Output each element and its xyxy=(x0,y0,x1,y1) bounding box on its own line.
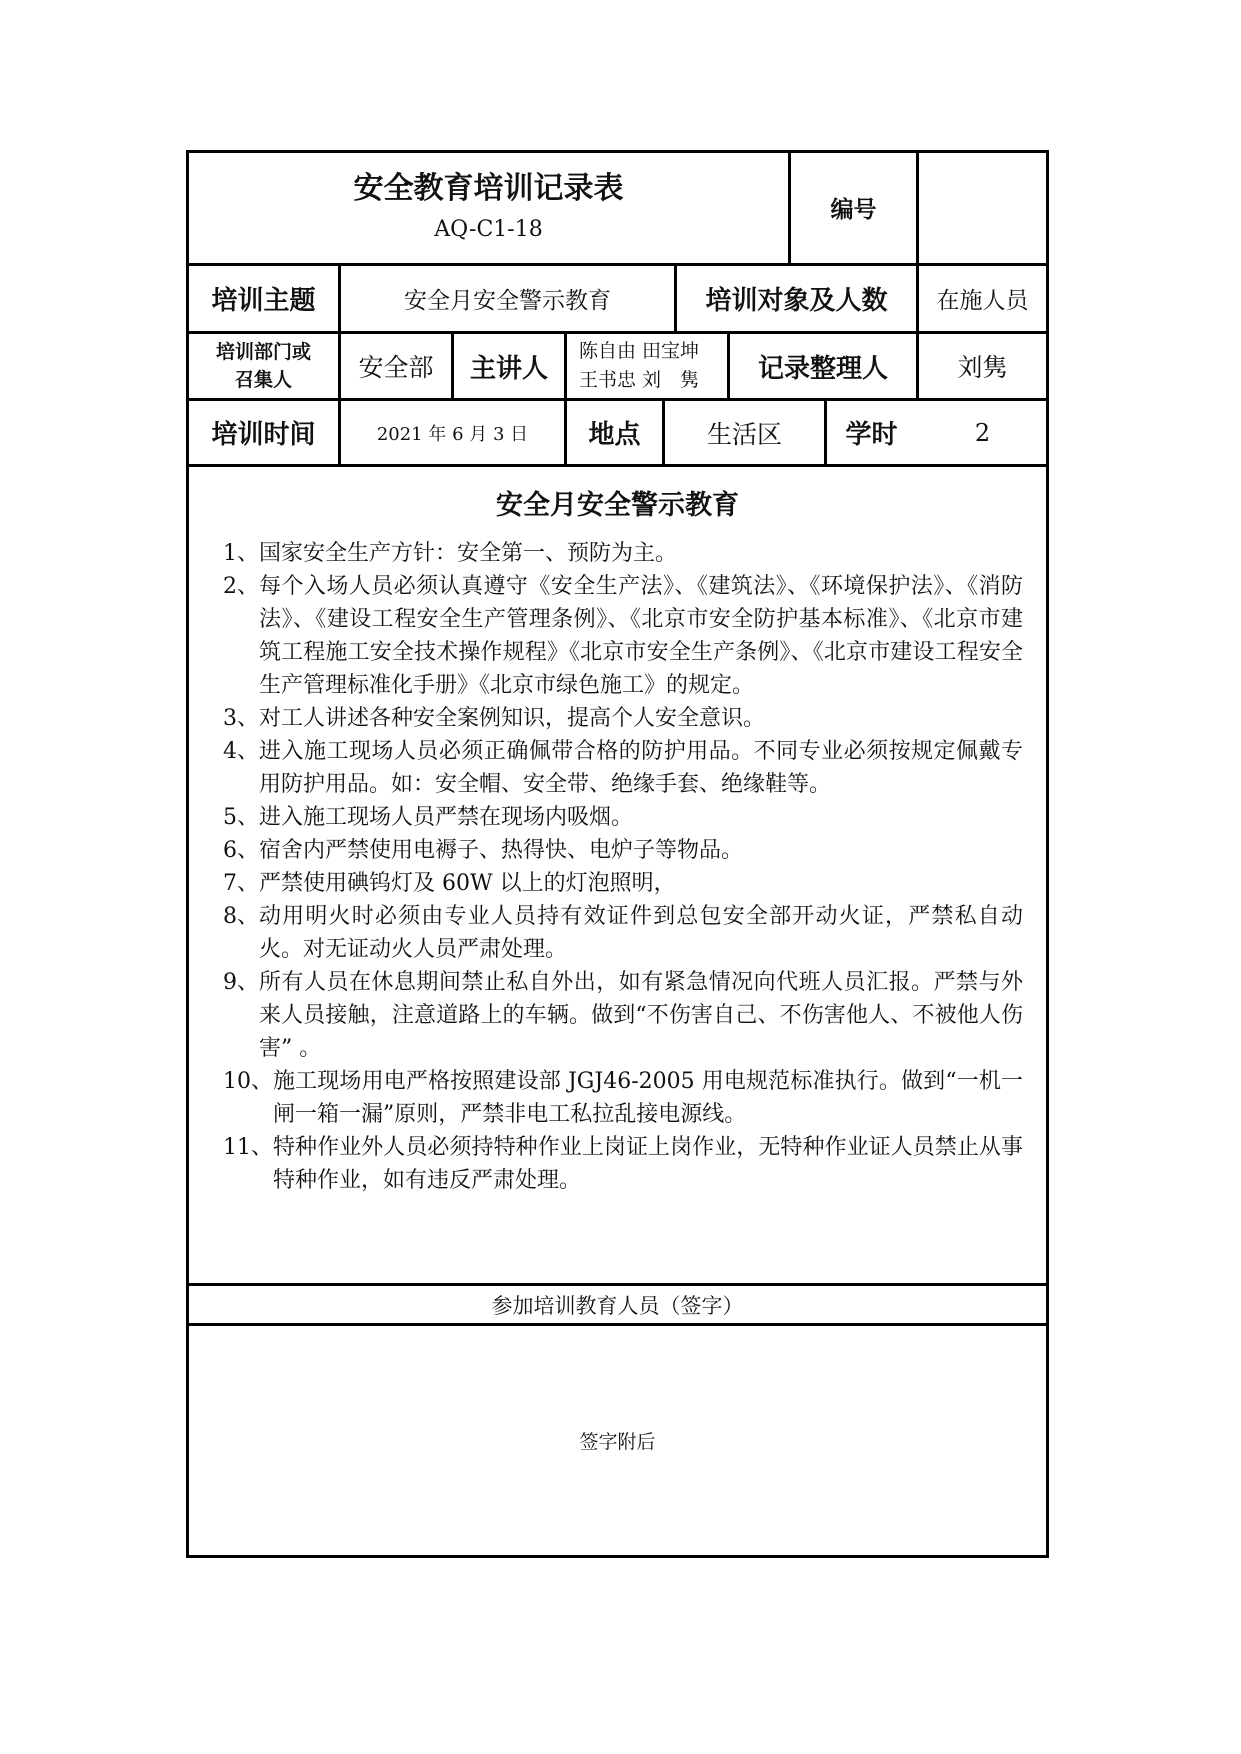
list-item-text: 所有人员在休息期间禁止私自外出，如有紧急情况向代班人员汇报。严禁与外来人员接触，注意道路上的车辆。做到“不伤害自己、不伤害他人、不被他人伤害” 。 xyxy=(259,970,1023,1061)
list-item xyxy=(223,1065,1023,1131)
content-title: 安全月安全警示教育 xyxy=(496,490,739,521)
time-label: 培训时间 xyxy=(211,420,316,450)
audience-label: 培训对象及人数 xyxy=(705,286,888,316)
number-value xyxy=(919,153,1046,263)
list-item-number: 3、 xyxy=(223,706,259,731)
place-value: 生活区 xyxy=(706,419,782,449)
form-code: AQ-C1-18 xyxy=(434,216,543,242)
number-label: 编号 xyxy=(830,196,877,223)
dept-value: 安全部 xyxy=(358,353,434,382)
list-item xyxy=(223,834,1023,867)
speaker-names xyxy=(567,334,727,398)
list-item-number: 10、 xyxy=(223,1069,273,1094)
speaker-label: 主讲人 xyxy=(469,353,548,384)
dept-label-line1: 培训部门或 xyxy=(215,341,311,363)
topic-label: 培训主题 xyxy=(211,286,316,316)
divider xyxy=(189,464,1046,467)
list-item xyxy=(223,537,1023,570)
list-item xyxy=(223,867,1023,900)
list-item-number: 7、 xyxy=(223,871,259,896)
list-item-text: 特种作业外人员必须持特种作业上岗证上岗作业，无特种作业证人员禁止从事特种作业，如有违反严肃处理。 xyxy=(273,1135,1023,1193)
dept-label-line2: 召集人 xyxy=(234,369,292,391)
dept-label xyxy=(189,334,338,398)
list-item-number: 6、 xyxy=(223,838,259,863)
list-item-number: 4、 xyxy=(223,739,259,764)
signature-note: 签字附后 xyxy=(579,1431,656,1453)
list-item-number: 5、 xyxy=(223,805,259,830)
signature-header: 参加培训教育人员（签字） xyxy=(491,1293,744,1318)
content-list xyxy=(223,537,1023,1197)
list-item-text: 每个入场人员必须认真遵守《安全生产法》、《建筑法》、《环境保护法》、《消防法》、《建设工程安全生产管理条例》、《北京市安全防护基本标准》、《北京市建筑工程施工安全技术操作规程》《北京市安全生产条例》、《北京市建设工程安全生产管理标准化手册》《北京市绿色施工》的规定。 xyxy=(259,574,1023,698)
list-item-text: 国家安全生产方针：安全第一、预防为主。 xyxy=(259,541,678,566)
list-item xyxy=(223,570,1023,702)
audience-value: 在施人员 xyxy=(936,288,1029,314)
list-item-number: 9、 xyxy=(223,970,259,995)
hours-value: 2 xyxy=(974,418,991,447)
list-item-number: 1、 xyxy=(223,541,259,566)
recorder-value: 刘隽 xyxy=(957,353,1008,382)
list-item xyxy=(223,801,1023,834)
list-item xyxy=(223,702,1023,735)
form-title: 安全教育培训记录表 xyxy=(353,171,624,206)
list-item xyxy=(223,966,1023,1065)
time-value: 2021 年 6 月 3 日 xyxy=(376,423,529,445)
list-item-text: 进入施工现场人员严禁在现场内吸烟。 xyxy=(259,805,634,830)
place-label: 地点 xyxy=(588,420,641,450)
list-item-text: 严禁使用碘钨灯及 60W 以上的灯泡照明， xyxy=(259,871,676,896)
list-item xyxy=(223,735,1023,801)
list-item-number: 2、 xyxy=(223,574,259,599)
list-item-text: 宿舍内严禁使用电褥子、热得快、电炉子等物品。 xyxy=(259,838,744,863)
list-item xyxy=(223,1131,1023,1197)
list-item-text: 动用明火时必须由专业人员持有效证件到总包安全部开动火证，严禁私自动火。对无证动火人员严肃处理。 xyxy=(259,904,1023,962)
recorder-label: 记录整理人 xyxy=(757,353,888,384)
list-item-text: 进入施工现场人员必须正确佩带合格的防护用品。不同专业必须按规定佩戴专用防护用品。如：安全帽、安全带、绝缘手套、绝缘鞋等。 xyxy=(259,739,1023,797)
list-item-text: 施工现场用电严格按照建设部 JGJ46-2005 用电规范标准执行。做到“一机一闸一箱一漏”原则，严禁非电工私拉乱接电源线。 xyxy=(273,1069,1023,1127)
list-item-number: 8、 xyxy=(223,904,259,929)
speaker-line2: 王书忠 刘 隽 xyxy=(579,369,700,391)
list-item-number: 11、 xyxy=(223,1135,273,1160)
speaker-line1: 陈自由 田宝坤 xyxy=(579,340,700,362)
list-item xyxy=(223,900,1023,966)
training-record-form xyxy=(186,150,1049,1558)
list-item-text: 对工人讲述各种安全案例知识，提高个人安全意识。 xyxy=(259,706,766,731)
hours-label: 学时 xyxy=(845,420,898,450)
topic-value: 安全月安全警示教育 xyxy=(404,288,611,314)
